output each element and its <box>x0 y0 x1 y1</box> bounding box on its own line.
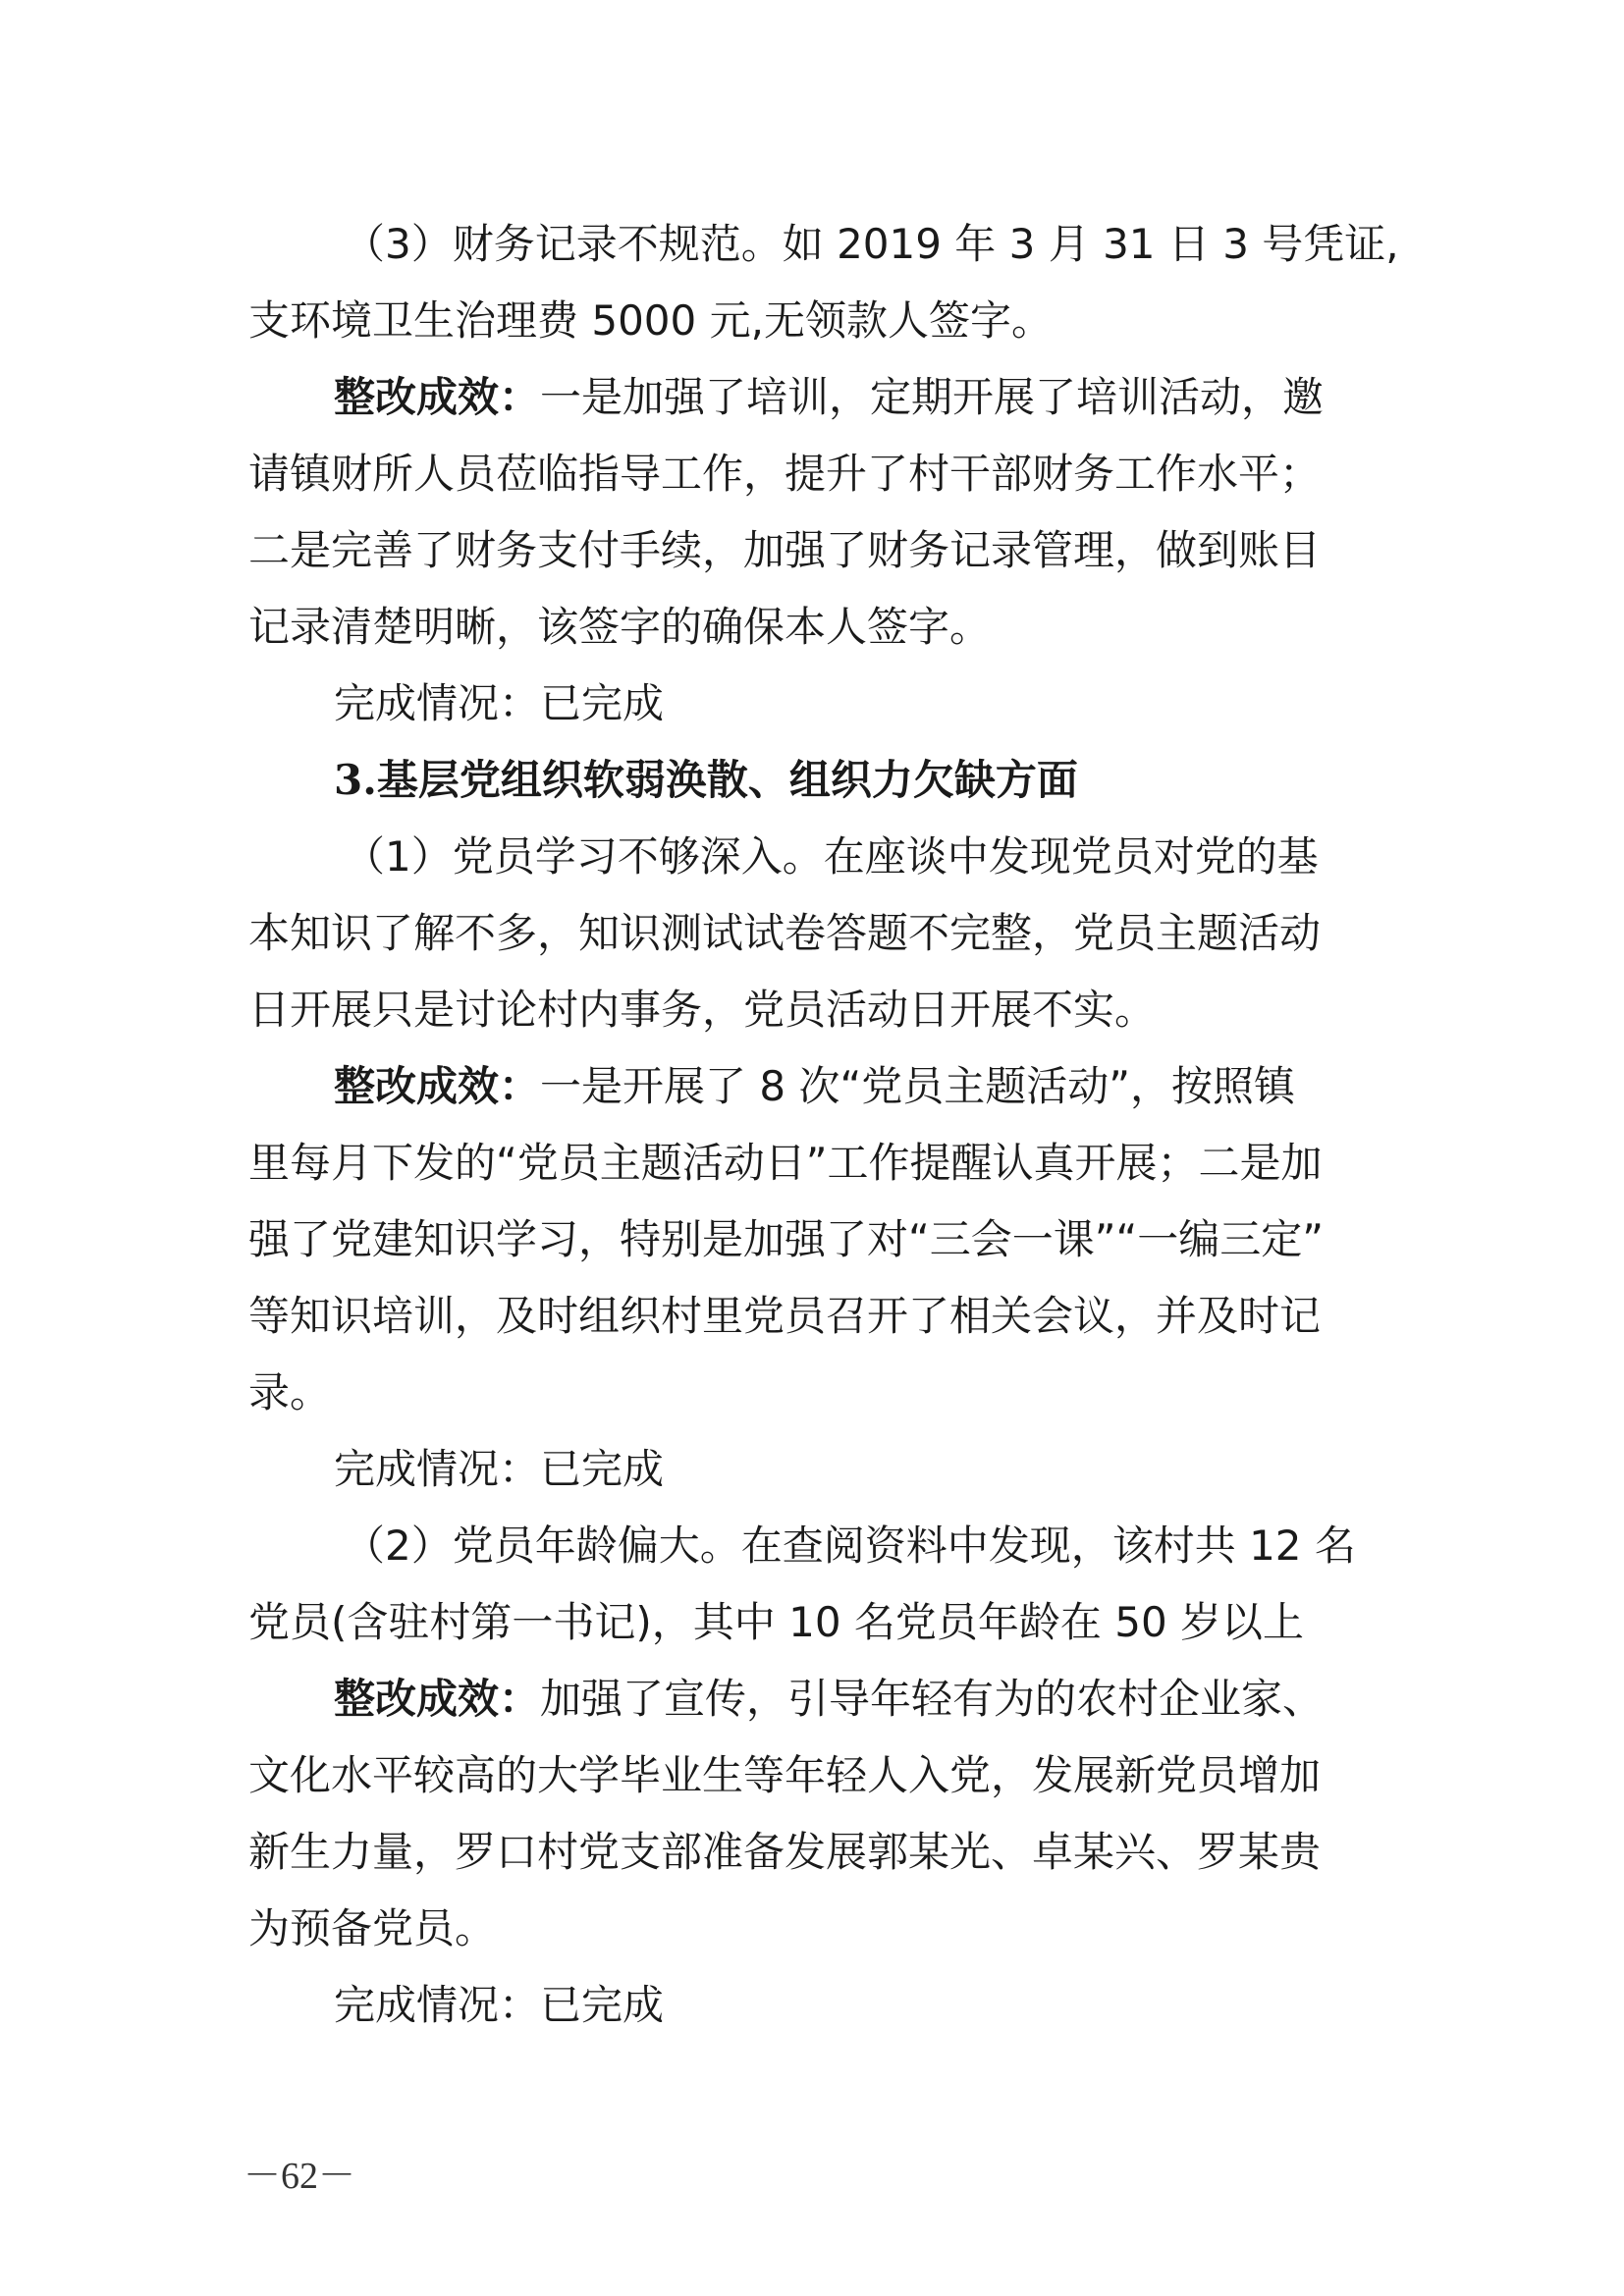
result3-line2: 文化水平较高的大学毕业生等年轻人入党，发展新党员增加 <box>248 1751 1322 1799</box>
result2-line2: 里每月下发的“党员主题活动日”工作提醒认真开展；二是加 <box>248 1139 1323 1187</box>
result1-line1-text: 一是加强了培训，定期开展了培训活动，邀 <box>540 373 1325 421</box>
result2-line5: 录。 <box>248 1368 332 1416</box>
status2: 完成情况：已完成 <box>334 1445 665 1493</box>
status1: 完成情况：已完成 <box>334 679 665 727</box>
result3-line4: 为预备党员。 <box>248 1904 497 1952</box>
result1-line1 <box>334 359 1397 436</box>
result2-line4: 等知识培训，及时组织村里党员召开了相关会议，并及时记 <box>248 1292 1322 1340</box>
page-number: －62－ <box>244 2156 356 2197</box>
result3-line3: 新生力量，罗口村党支部准备发展郭某光、卓某兴、罗某贵 <box>248 1828 1322 1876</box>
result1-line3: 二是完善了财务支付手续，加强了财务记录管理，做到账目 <box>248 526 1322 574</box>
item2-age-line2: 党员(含驻村第一书记)，其中 10 名党员年龄在 50 岁以上 <box>248 1598 1305 1646</box>
item2-age-line1: （2）党员年龄偏大。在查阅资料中发现，该村共 12 名 <box>344 1522 1356 1570</box>
item1-study-line1: （1）党员学习不够深入。在座谈中发现党员对党的基 <box>344 832 1319 881</box>
result3-line1 <box>334 1661 1397 1737</box>
result2-line1 <box>334 1048 1397 1125</box>
result1-line2: 请镇财所人员莅临指导工作，提升了村干部财务工作水平； <box>248 450 1322 498</box>
item3-finance-line1: （3）财务记录不规范。如 2019 年 3 月 31 日 3 号凭证, <box>344 220 1399 268</box>
status3: 完成情况：已完成 <box>334 1981 665 2029</box>
section3-heading: 3.基层党组织软弱涣散、组织力欠缺方面 <box>334 756 1078 804</box>
result1-label: 整改成效： <box>334 373 541 421</box>
result3-line1-text: 加强了宣传，引导年轻有为的农村企业家、 <box>540 1675 1325 1723</box>
item1-study-line3: 日开展只是讨论村内事务，党员活动日开展不实。 <box>248 986 1157 1034</box>
item3-finance-line2: 支环境卫生治理费 5000 元,无领款人签字。 <box>248 296 1053 345</box>
result2-label: 整改成效： <box>334 1062 541 1110</box>
result2-line3: 强了党建知识学习，特别是加强了对“三会一课”“一编三定” <box>248 1215 1325 1263</box>
item1-study-line2: 本知识了解不多，知识测试试卷答题不完整，党员主题活动 <box>248 909 1322 957</box>
result3-label: 整改成效： <box>334 1675 541 1723</box>
result1-line4: 记录清楚明晰，该签字的确保本人签字。 <box>248 603 992 651</box>
result2-line1-text: 一是开展了 8 次“党员主题活动”，按照镇 <box>540 1062 1295 1110</box>
